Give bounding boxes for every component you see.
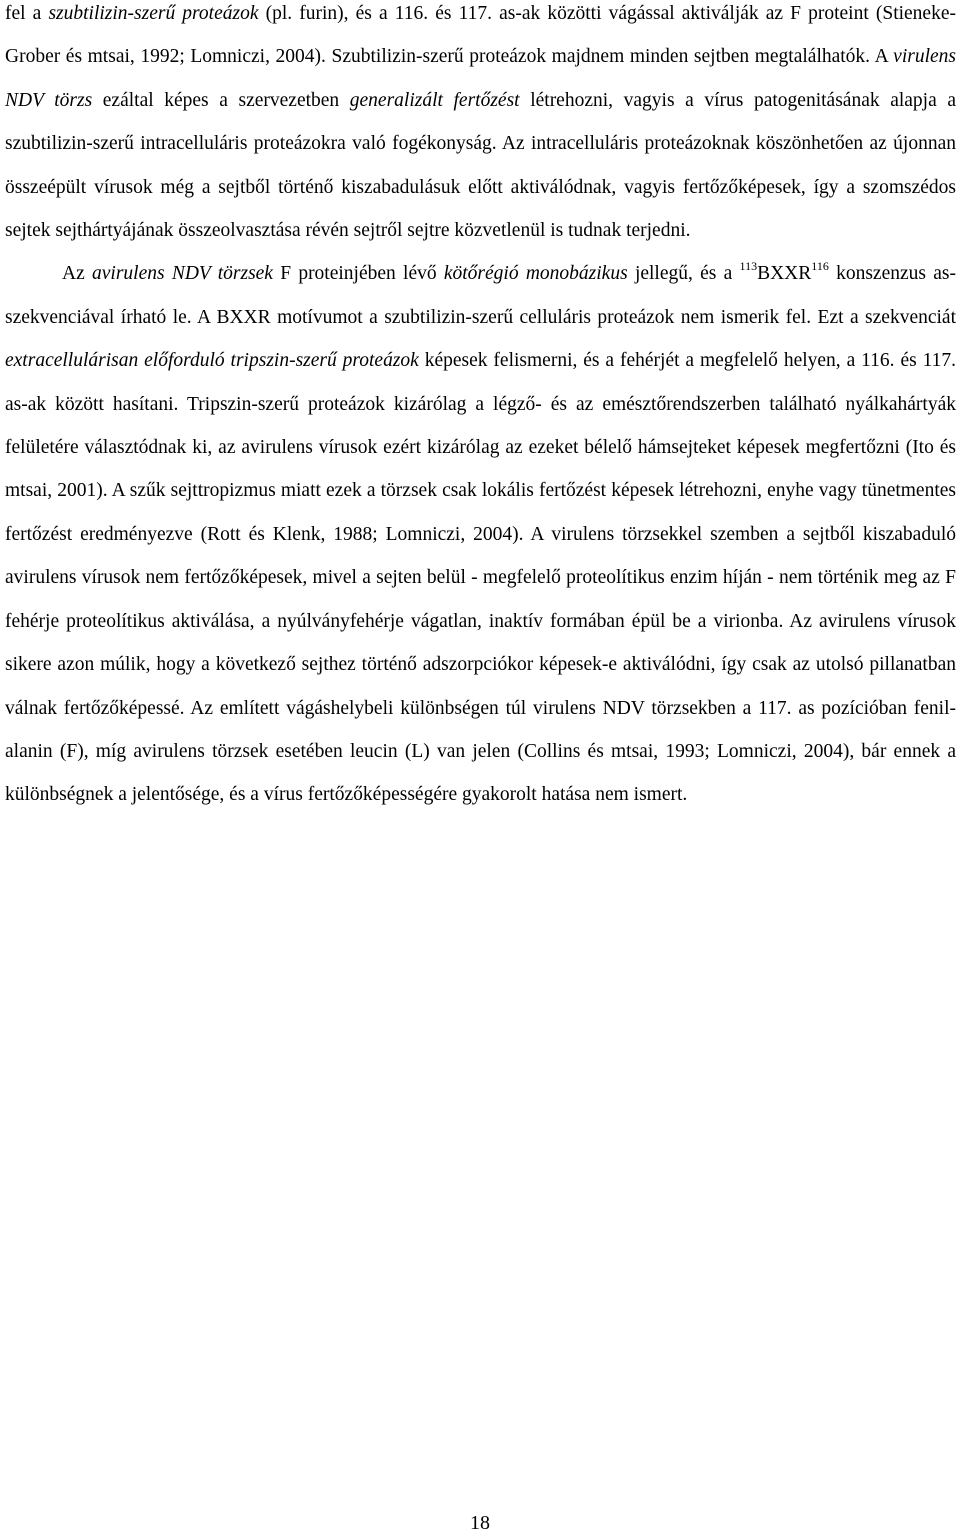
text-run: Az: [62, 263, 92, 285]
text-run: ezáltal képes a szervezetben: [92, 89, 350, 111]
text-run: létrehozni, vagyis a vírus patogenitásának alapja a szubtilizin-szerű intracelluláris proteázokra való fogékonyság. Az intracelluláris proteázoknak köszönhetően az újonnan összeépült vírusok még a sejtből történő kiszabadulásuk előtt aktiválódnak, vagyis fertőzőképesek, így a szomszédos sejtek sejthártyájának összeolvasztása révén sejtről sejtre közvetlenül is tudnak terjedni.: [5, 89, 956, 242]
italic-term: generalizált fertőzést: [349, 89, 520, 111]
document-page: [5, 0, 956, 817]
paragraph-2: [5, 252, 956, 816]
text-run: (pl. furin), és a 116. és 117. as-ak közötti vágással aktiválják az F proteint (Stieneke-Grober és mtsai, 1992; Lomniczi, 2004). Szubtilizin-szerű proteázok majdnem minden sejtben megtalálhatók. A: [5, 3, 956, 68]
superscript-number: 113: [739, 259, 758, 274]
italic-term: avirulens NDV törzsek: [92, 263, 273, 285]
text-run: képesek felismerni, és a fehérjét a megfelelő helyen, a 116. és 117. as-ak között hasítani. Tripszin-szerű proteázok kizárólag a légző- és az emésztőrendszerben található nyálkahártyák felületére választódnak ki, az avirulens vírusok ezért kizárólag az ezeket bélelő hámsejteket képesek megfertőzni (Ito és mtsai, 2001). A szűk sejttropizmus miatt ezek a törzsek csak lokális fertőzést képesek létrehozni, enyhe vagy tünetmentes fertőzést eredményezve (Rott és Klenk, 1988; Lomniczi, 2004). A virulens törzsekkel szemben a sejtből kiszabaduló avirulens vírusok nem fertőzőképesek, mivel a sejten belül - megfelelő proteolítikus enzim híján - nem történik meg az F fehérje proteolítikus aktiválása, a nyúlványfehérje vágatlan, inaktív formában épül be a virionba. Az avirulens vírusok sikere azon múlik, hogy a következő sejthez történő adszorpciókor képesek-e aktiválódni, így csak az utolsó pillanatban válnak fertőzőképessé. Az említett vágáshelybeli különbségen túl virulens NDV törzsekben a 117. as pozícióban fenil-alanin (F), míg avirulens törzsek esetében leucin (L) van jelen (Collins és mtsai, 1993; Lomniczi, 2004), bár ennek a különbségnek a jelentősége, és a vírus fertőzőképességére gyakorolt hatása nem ismert.: [5, 350, 956, 806]
italic-term: virulens NDV törzs: [5, 46, 956, 111]
text-run: BXXR: [757, 263, 812, 285]
italic-term: szubtilizin-szerű proteázok: [48, 3, 259, 24]
superscript-number: 116: [811, 259, 829, 274]
page-number: 18: [470, 1512, 490, 1534]
text-run: jellegű, és a: [627, 263, 740, 285]
italic-term: kötőrégió monobázikus: [443, 263, 628, 285]
italic-term: extracellulárisan előforduló tripszin-szerű proteázok: [5, 350, 419, 372]
text-run: fel a: [5, 3, 49, 24]
text-run: konszenzus as-szekvenciával írható le. A BXXR motívumot a szubtilizin-szerű celluláris proteázok nem ismerik fel. Ezt a szekvenciát: [5, 263, 956, 328]
paragraph-1: [5, 0, 956, 252]
text-run: F proteinjében lévő: [272, 263, 444, 285]
